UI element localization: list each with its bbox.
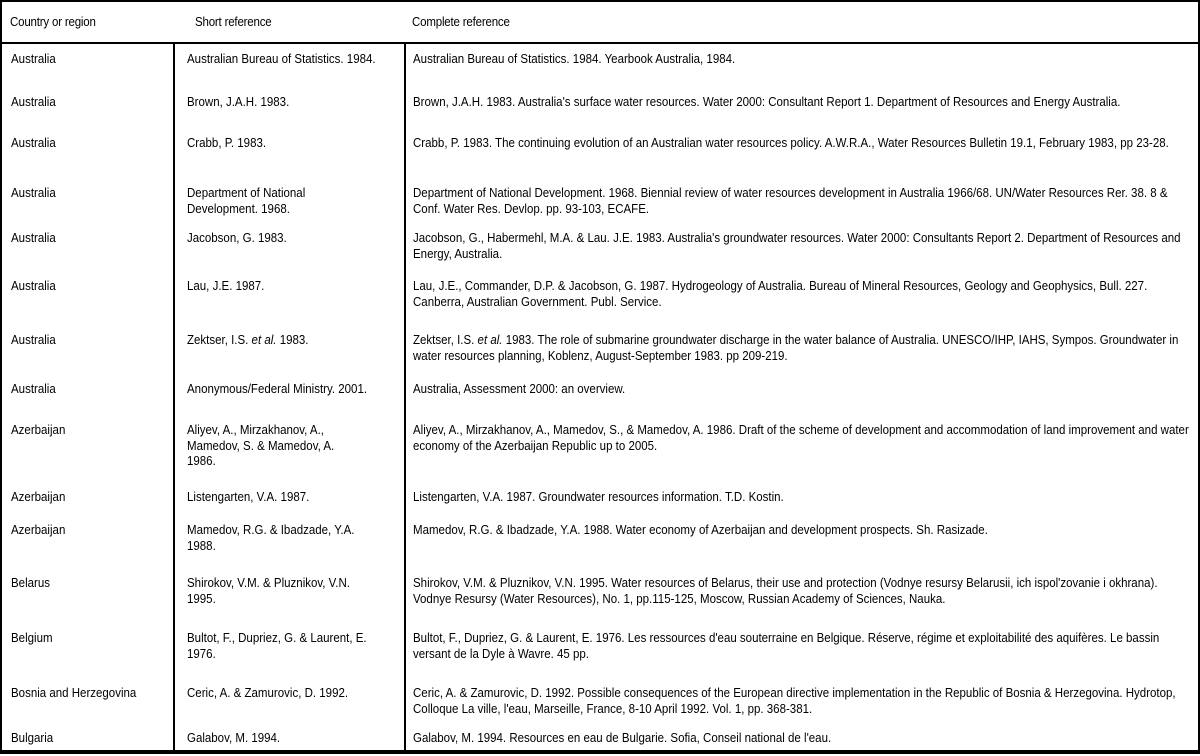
cell-country: Australia (11, 333, 56, 347)
cell-country: Australia (11, 186, 56, 200)
cell-complete-reference: Bultot, F., Dupriez, G. & Laurent, E. 1976. Les ressources d'eau souterraine en Belgique. Réserve, régime et exploitabilité des aquifères. Le bassin versant de la Dyle à Wavre. 45 pp. (413, 631, 1160, 661)
cell-complete-reference: Brown, J.A.H. 1983. Australia's surface water resources. Water 2000: Consultant Report 1. Department of Resources and Energy Australia. (413, 95, 1121, 109)
cell-short-reference: Department of National Development. 1968. (187, 186, 306, 216)
cell-complete-reference: Aliyev, A., Mirzakhanov, A., Mamedov, S., & Mamedov, A. 1986. Draft of the scheme of development and accommodation of land improvement and water economy of the Azerbaijan Republic up to 2005. (413, 423, 1189, 453)
cell-country: Australia (11, 231, 56, 245)
cell-short-reference: Listengarten, V.A. 1987. (187, 490, 310, 504)
cell-country: Australia (11, 52, 56, 66)
cell-country: Azerbaijan (11, 423, 66, 437)
cell-short-reference: Jacobson, G. 1983. (187, 231, 287, 245)
cell-complete-reference: Crabb, P. 1983. The continuing evolution of an Australian water resources policy. A.W.R.A., Water Resources Bulletin 19.1, February 1983, pp 23-28. (413, 136, 1169, 150)
cell-short-reference: Crabb, P. 1983. (187, 136, 267, 150)
cell-country: Belarus (11, 576, 50, 590)
cell-country: Australia (11, 279, 56, 293)
cell-short-reference: Mamedov, R.G. & Ibadzade, Y.A. 1988. (187, 523, 355, 553)
cell-complete-reference: Lau, J.E., Commander, D.P. & Jacobson, G. 1987. Hydrogeology of Australia. Bureau of Mineral Resources, Geology and Geophysics, Bull. 227. Canberra, Australian Government. Publ. Service. (413, 279, 1148, 309)
cell-complete-reference: Australia, Assessment 2000: an overview. (413, 382, 626, 396)
cell-short-reference: Ceric, A. & Zamurovic, D. 1992. (187, 686, 349, 700)
cell-country: Azerbaijan (11, 523, 66, 537)
cell-short-reference: Brown, J.A.H. 1983. (187, 95, 290, 109)
cell-country: Australia (11, 95, 56, 109)
cell-short-reference: Bultot, F., Dupriez, G. & Laurent, E. 1976. (187, 631, 367, 661)
cell-complete-reference: Listengarten, V.A. 1987. Groundwater resources information. T.D. Kostin. (413, 490, 784, 504)
cell-complete-reference: Shirokov, V.M. & Pluznikov, V.N. 1995. Water resources of Belarus, their use and protection (Vodnye resursy Belarusii, ich ispol'zovanie i okhrana). Vodnye Resursy (Water Resources), No. 1, pp.115-125, Moscow, Russian Academy of Sciences, Nauka. (413, 576, 1158, 606)
cell-country: Bulgaria (11, 731, 54, 745)
cell-complete-reference: Department of National Development. 1968. Biennial review of water resources development in Australia 1966/68. UN/Water Resources Rer. 38. 8 & Conf. Water Res. Devlop. pp. 93-103, ECAFE. (413, 186, 1168, 216)
cell-short-reference: Australian Bureau of Statistics. 1984. (187, 52, 376, 66)
cell-short-reference: Galabov, M. 1994. (187, 731, 281, 745)
cell-country: Bosnia and Herzegovina (11, 686, 137, 700)
cell-complete-reference: Jacobson, G., Habermehl, M.A. & Lau. J.E. 1983. Australia's groundwater resources. Water 2000: Consultants Report 2. Department of Resources and Energy, Australia. (413, 231, 1181, 261)
cell-complete-reference: Zektser, I.S. et al. 1983. The role of submarine groundwater discharge in the water balance of Australia. UNESCO/IHP, IAHS, Sympos. Groundwater in water resources planning, Koblenz, August-September 1983. pp 209-219. (413, 333, 1179, 363)
cell-short-reference: Shirokov, V.M. & Pluznikov, V.N. 1995. (187, 576, 350, 606)
header-short-reference: Short reference (195, 15, 272, 29)
cell-complete-reference: Australian Bureau of Statistics. 1984. Yearbook Australia, 1984. (413, 52, 736, 66)
cell-country: Australia (11, 136, 56, 150)
cell-complete-reference: Mamedov, R.G. & Ibadzade, Y.A. 1988. Water economy of Azerbaijan and development prospects. Sh. Rasizade. (413, 523, 988, 537)
cell-short-reference: Lau, J.E. 1987. (187, 279, 265, 293)
cell-country: Azerbaijan (11, 490, 66, 504)
column-divider (404, 44, 406, 750)
cell-short-reference: Anonymous/Federal Ministry. 2001. (187, 382, 368, 396)
cell-country: Belgium (11, 631, 53, 645)
header-country: Country or region (10, 15, 96, 29)
header-complete-reference: Complete reference (412, 15, 510, 29)
cell-complete-reference: Galabov, M. 1994. Resources en eau de Bulgarie. Sofia, Conseil national de l'eau. (413, 731, 832, 745)
cell-short-reference: Zektser, I.S. et al. 1983. (187, 333, 309, 347)
table-header (2, 2, 1198, 44)
cell-complete-reference: Ceric, A. & Zamurovic, D. 1992. Possible consequences of the European directive implementation in the Republic of Bosnia & Herzegovina. Hydrotop, Colloque La ville, l'eau, Marseille, France, 8-10 April 1992. Vol. 1, pp. 368-381. (413, 686, 1176, 716)
column-divider (173, 44, 175, 750)
cell-short-reference: Aliyev, A., Mirzakhanov, A., Mamedov, S. & Mamedov, A. 1986. (187, 423, 335, 468)
cell-country: Australia (11, 382, 56, 396)
